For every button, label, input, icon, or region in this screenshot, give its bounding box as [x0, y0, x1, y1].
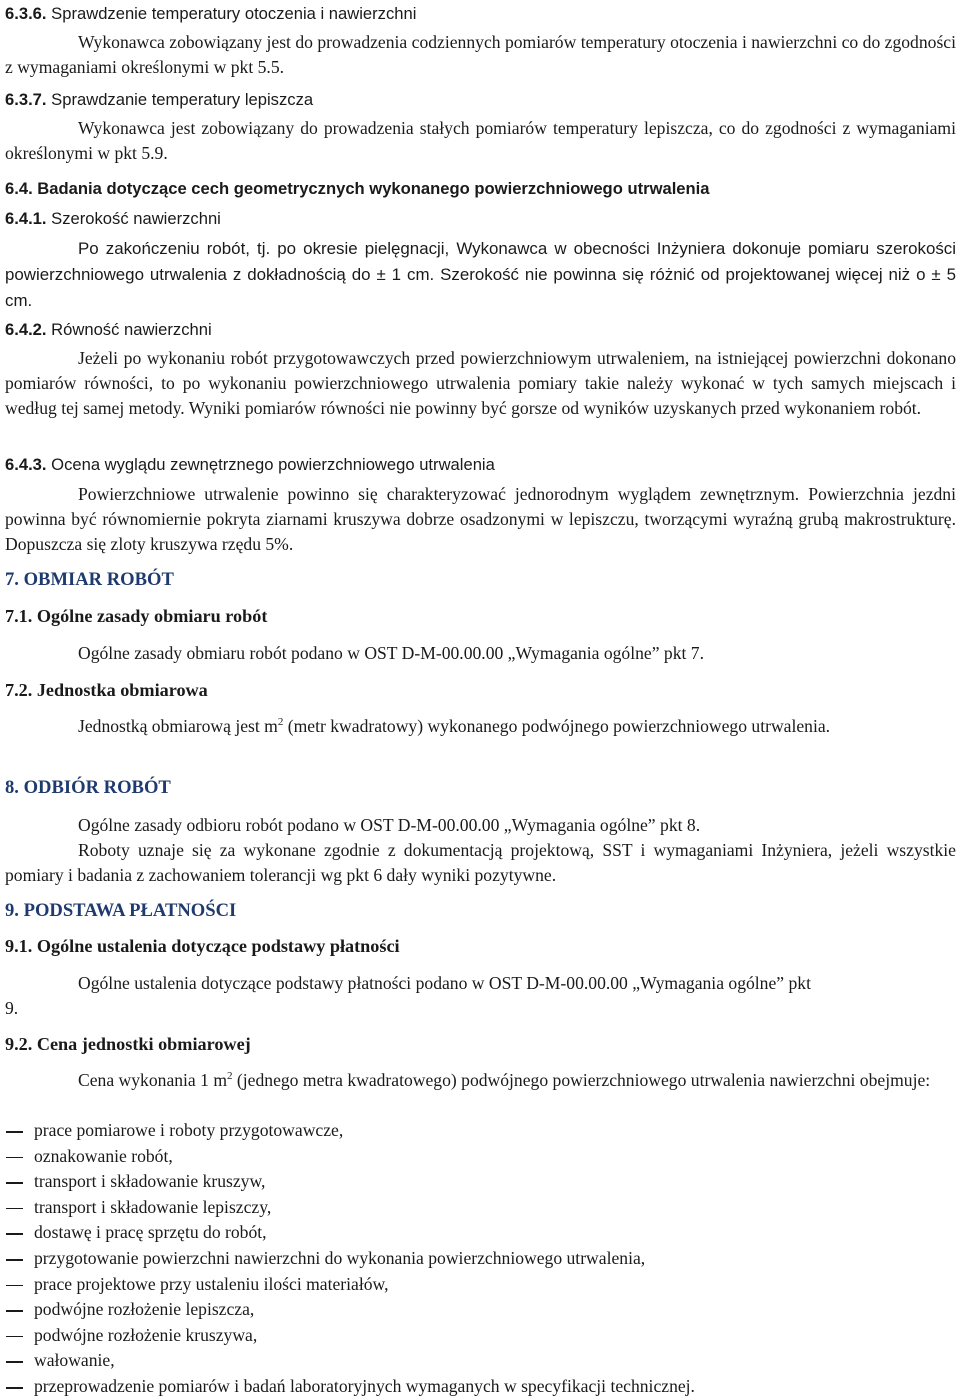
heading-9-2: 9.2. Cena jednostki obmiarowej: [5, 1034, 251, 1054]
heading-7-1: 7.1. Ogólne zasady obmiaru robót: [5, 606, 268, 626]
heading-9-1: 9.1. Ogólne ustalenia dotyczące podstawy płatności: [5, 936, 400, 956]
paragraph-9-2: [5, 1068, 956, 1093]
heading-6-4-3: [5, 452, 956, 477]
heading-9: 9. PODSTAWA PŁATNOŚCI: [5, 900, 237, 921]
list-item: podwójne rozłożenie lepiszcza,: [5, 1297, 956, 1323]
heading-7: 7. OBMIAR ROBÓT: [5, 569, 174, 590]
list-item: wałowanie,: [5, 1348, 956, 1374]
section-title: Równość nawierzchni: [51, 320, 212, 339]
list-item: przeprowadzenie pomiarów i badań laboratoryjnych wymaganych w specyfikacji technicznej.: [5, 1374, 956, 1400]
heading-6-3-6: [5, 1, 956, 26]
list-item: przygotowanie powierzchni nawierzchni do wykonania powierzchniowego utrwalenia,: [5, 1246, 956, 1272]
section-title: Sprawdzanie temperatury lepiszcza: [51, 90, 314, 109]
paragraph-6-3-6: Wykonawca zobowiązany jest do prowadzenia codziennych pomiarów temperatury otoczenia i nawierzchni co do zgodności z wymaganiami określonymi w pkt 5.5.: [5, 32, 956, 78]
paragraph-7-1: Ogólne zasady obmiaru robót podano w OST D-M-00.00.00 „Wymagania ogólne” pkt 7.: [78, 643, 704, 663]
section-number: 6.4.1.: [5, 209, 47, 228]
list-item: podwójne rozłożenie kruszywa,: [5, 1323, 956, 1349]
list-item: oznakowanie robót,: [5, 1144, 956, 1170]
heading-6-3-7: [5, 87, 956, 112]
paragraph-8-a: Ogólne zasady odbioru robót podano w OST D-M-00.00.00 „Wymagania ogólne” pkt 8.: [78, 815, 701, 835]
paragraph-8-b: Roboty uznaje się za wykonane zgodnie z dokumentacją projektową, SST i wymaganiami Inżyniera, jeżeli wszystkie pomiary i badania z zachowaniem tolerancji wg pkt 6 dały wyniki pozytywne.: [5, 840, 956, 886]
heading-6-4: 6.4. Badania dotyczące cech geometrycznych wykonanego powierzchniowego utrwalenia: [5, 179, 710, 198]
text-run: Cena wykonania 1 m: [78, 1070, 228, 1090]
paragraph-6-3-7: Wykonawca jest zobowiązany do prowadzenia stałych pomiarów temperatury lepiszcza, co do zgodności z wymaganiami określonymi w pkt 5.9.: [5, 118, 956, 164]
heading-6-4-2: [5, 317, 956, 342]
list-item: transport i składowanie kruszyw,: [5, 1169, 956, 1195]
cost-items-list-wrap: [5, 1118, 956, 1400]
section-number: 6.3.6.: [5, 4, 47, 23]
section-title: Ocena wyglądu zewnętrznego powierzchniowego utrwalenia: [51, 455, 495, 474]
heading-6-4-1: [5, 206, 956, 231]
section-number: 6.4.2.: [5, 320, 47, 339]
section-title: Sprawdzenie temperatury otoczenia i nawierzchni: [51, 4, 417, 23]
cost-items-list: [5, 1118, 956, 1400]
heading-7-2: 7.2. Jednostka obmiarowa: [5, 680, 208, 700]
superscript: 2: [277, 716, 284, 728]
list-item: dostawę i pracę sprzętu do robót,: [5, 1220, 956, 1246]
section-number: 6.3.7.: [5, 90, 47, 109]
paragraph-6-4-2: Jeżeli po wykonaniu robót przygotowawczych przed powierzchniowym utrwaleniem, na istniejącej powierzchni dokonano pomiarów równości, to po wykonaniu powierzchniowego utrwalenia pomiary takie należy wykonać w tych samych miejscach i według tej samej metody. Wyniki pomiarów równości nie powinny być gorsze od wyników uzyskanych przed wykonaniem robót.: [5, 348, 956, 419]
paragraph-9-1: Ogólne ustalenia dotyczące podstawy płatności podano w OST D-M-00.00.00 „Wymagania ogólne” pkt: [78, 973, 811, 993]
text-run: (metr kwadratowy) wykonanego podwójnego powierzchniowego utrwalenia.: [283, 716, 831, 736]
section-title: Szerokość nawierzchni: [51, 209, 221, 228]
paragraph-6-4-1: Po zakończeniu robót, tj. po okresie pielęgnacji, Wykonawca w obecności Inżyniera dokonuje pomiaru szerokości powierzchniowego utrwalenia z dokładnością do ± 1 cm. Szerokość nie powinna się różnić od projektowanej więcej niż o ± 5 cm.: [5, 239, 956, 310]
paragraph-6-4-3: Powierzchniowe utrwalenie powinno się charakteryzować jednorodnym wyglądem zewnętrznym. Powierzchnia jezdni powinna być równomiernie pokryta ziarnami kruszywa dobrze osadzonymi w lepiszczu, tworzącymi wyraźną grubą makrostrukturę. Dopuszcza się zloty kruszywa rzędu 5%.: [5, 484, 956, 555]
section-number: 6.4.3.: [5, 455, 47, 474]
text-run: (jednego metra kwadratowego) podwójnego powierzchniowego utrwalenia nawierzchni obejmuje:: [232, 1070, 931, 1090]
paragraph-9-1-tail: 9.: [5, 998, 19, 1018]
superscript: 2: [227, 1070, 233, 1082]
list-item: prace pomiarowe i roboty przygotowawcze,: [5, 1118, 956, 1144]
heading-8: 8. ODBIÓR ROBÓT: [5, 777, 171, 798]
list-item: prace projektowe przy ustaleniu ilości materiałów,: [5, 1272, 956, 1298]
list-item: transport i składowanie lepiszczy,: [5, 1195, 956, 1221]
paragraph-7-2: [5, 714, 956, 739]
text-run: Jednostką obmiarową jest m: [78, 716, 278, 736]
